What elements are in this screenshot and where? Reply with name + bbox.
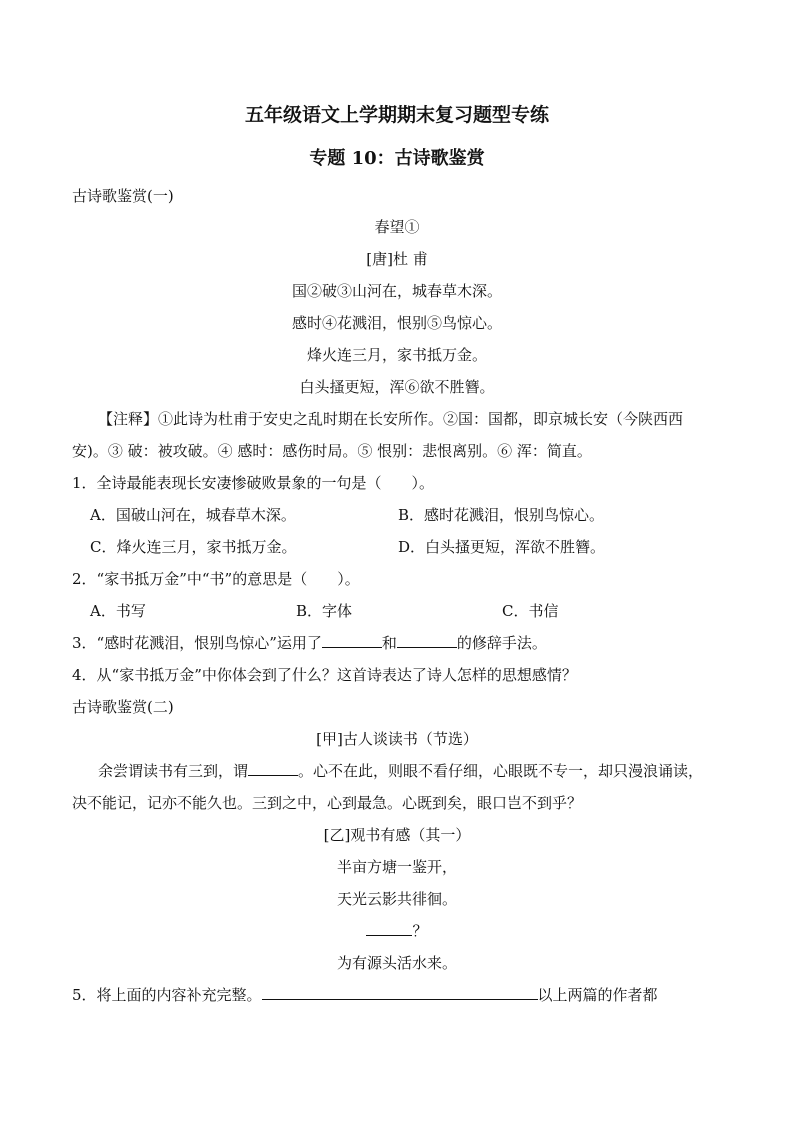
- q3-text-3: 的修辞手法。: [456, 634, 547, 652]
- question-2: 2．“家书抵万金”中“书”的意思是（ ）。: [72, 570, 360, 588]
- q3-text-1: 3．“感时花溅泪，恨别鸟惊心”运用了: [72, 634, 322, 652]
- question-5: [72, 984, 658, 1006]
- text-b-line-2: 天光云影共徘徊。: [336, 890, 457, 908]
- q3-blank-1[interactable]: [322, 632, 382, 648]
- poem-title: 春望①: [374, 218, 420, 236]
- q5-text-2: 以上两篇的作者都: [537, 986, 658, 1004]
- q5-text-1: 5．将上面的内容补充完整。: [72, 986, 262, 1004]
- poem-author: [唐]杜 甫: [366, 250, 428, 268]
- text-a-blank[interactable]: [248, 760, 298, 776]
- text-b-line-4: 为有源头活水来。: [336, 954, 457, 972]
- text-b-line-3-suffix: ？: [412, 922, 428, 940]
- q5-blank[interactable]: [262, 984, 538, 1000]
- q3-blank-2[interactable]: [397, 632, 457, 648]
- section2-heading: 古诗歌鉴赏(二): [72, 698, 174, 716]
- notes-line-2: 安)。③ 破：被攻破。④ 感时：感伤时局。⑤ 恨别：悲恨离别。⑥ 浑：简直。: [72, 442, 592, 460]
- document-subtitle: 专题 10：古诗歌鉴赏: [309, 148, 485, 169]
- poem-line-1: 国②破③山河在，城春草木深。: [291, 282, 502, 300]
- text-b-title: [乙]观书有感（其一）: [323, 826, 471, 844]
- text-b-blank[interactable]: [366, 920, 412, 936]
- text-a-part-1: 余尝谓读书有三到，谓: [98, 762, 249, 780]
- poem-line-4: 白头搔更短，浑⑥欲不胜簪。: [299, 378, 495, 396]
- text-a-line-1: [98, 760, 703, 782]
- question-1: 1．全诗最能表现长安凄惨破败景象的一句是（ ）。: [72, 474, 435, 492]
- poem-line-2: 感时④花溅泪，恨别⑤鸟惊心。: [291, 314, 502, 332]
- question-4: 4．从“家书抵万金”中你体会到了什么？这首诗表达了诗人怎样的思想感情？: [72, 666, 577, 684]
- q1-option-b: B．感时花溅泪，恨别鸟惊心。: [398, 506, 605, 524]
- q1-option-a: A．国破山河在，城春草木深。: [90, 506, 296, 524]
- section1-heading: 古诗歌鉴赏(一): [72, 187, 174, 205]
- text-b-line-3: [0, 920, 794, 942]
- text-a-title: [甲]古人谈读书（节选）: [316, 730, 478, 748]
- q2-option-c: C．书信: [502, 602, 559, 620]
- q1-option-d: D．白头搔更短，浑欲不胜簪。: [398, 538, 606, 556]
- q1-option-c: C．烽火连三月，家书抵万金。: [90, 538, 297, 556]
- notes-line-1: 【注释】①此诗为杜甫于安史之乱时期在长安所作。②国：国都，即京城长安（今陕西西: [98, 410, 684, 428]
- q3-text-2: 和: [381, 634, 397, 652]
- text-b-line-1: 半亩方塘一鉴开，: [336, 858, 457, 876]
- text-a-line-2: 决不能记，记亦不能久也。三到之中，心到最急。心既到矣，眼口岂不到乎？: [72, 794, 583, 812]
- text-a-part-2: 。心不在此，则眼不看仔细，心眼既不专一，却只漫浪诵读，: [298, 762, 704, 780]
- question-3: [72, 632, 547, 654]
- q2-option-b: B．字体: [296, 602, 353, 620]
- poem-line-3: 烽火连三月，家书抵万金。: [306, 346, 487, 364]
- q2-option-a: A．书写: [90, 602, 146, 620]
- document-title: 五年级语文上学期期末复习题型专练: [244, 104, 549, 126]
